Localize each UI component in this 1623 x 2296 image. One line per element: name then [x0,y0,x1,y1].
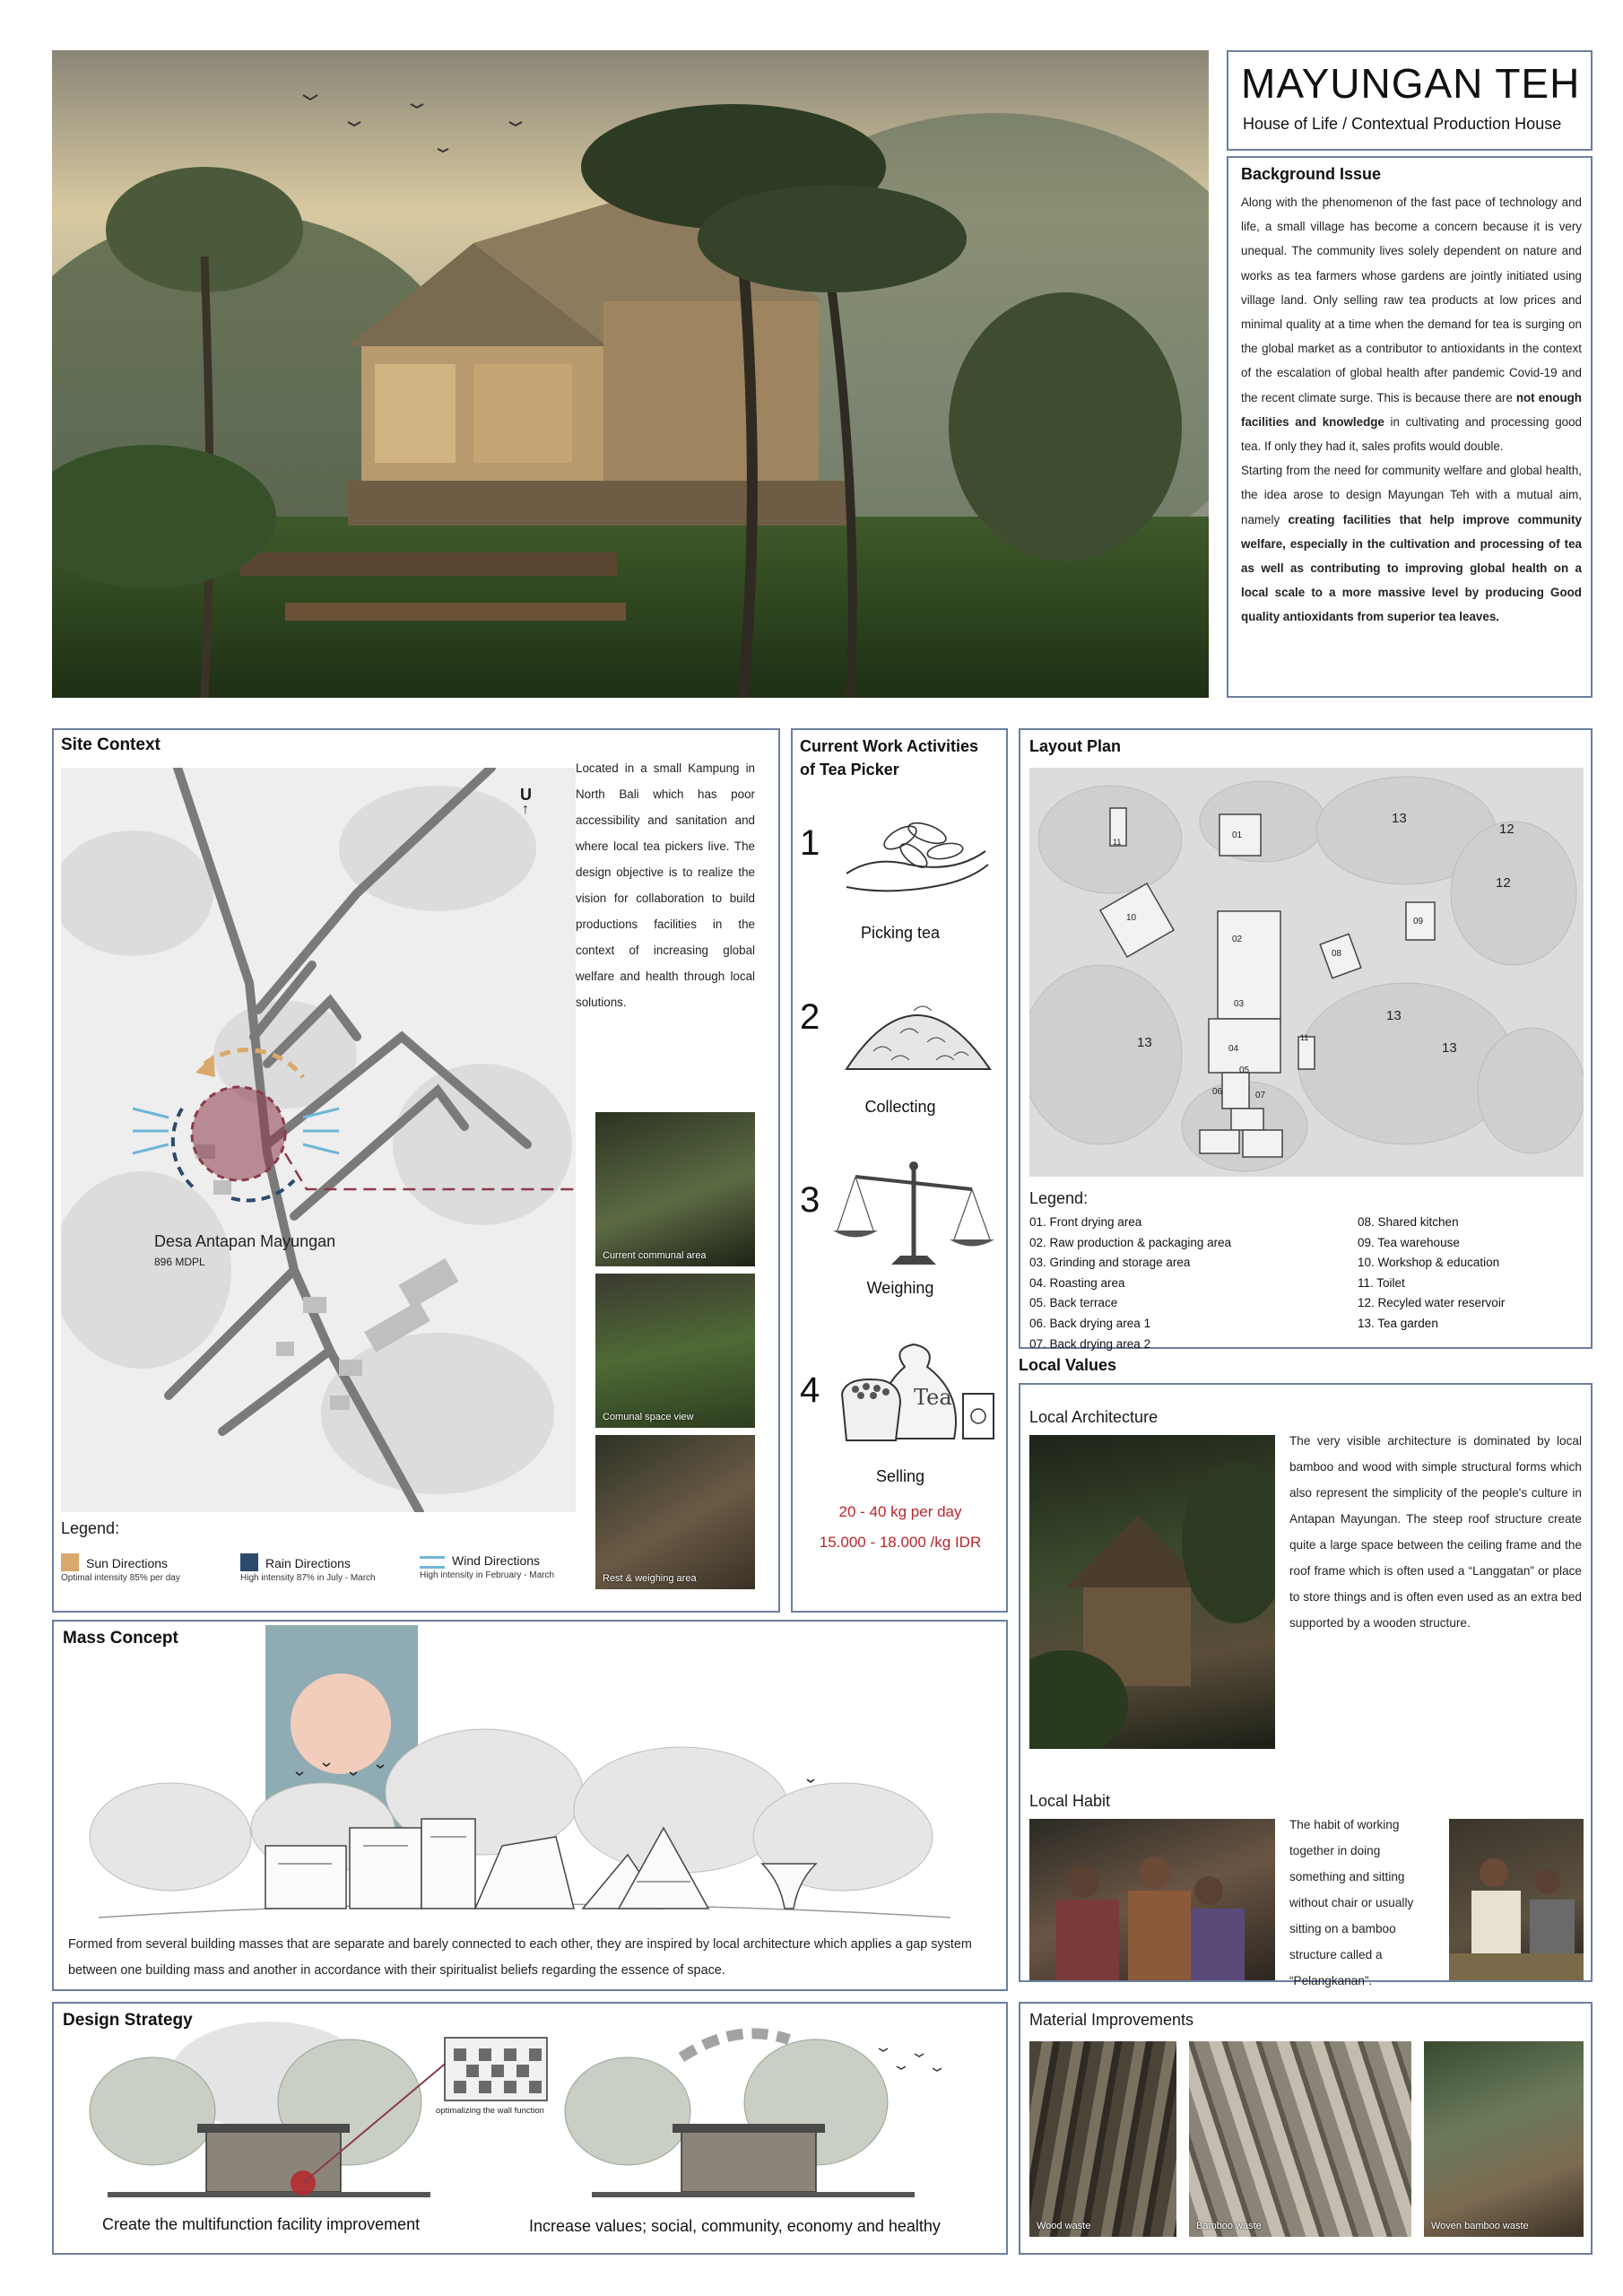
activity-label: Weighing [866,1279,934,1297]
site-legend-title: Legend: [61,1519,120,1537]
legend-sun [61,1553,180,1583]
design-strategy-panel [52,2002,1008,2255]
activity-label: Selling [875,1467,925,1485]
local-architecture-text: The very visible architecture is dominated by local bamboo and wood with simple structural forms which also represent the simplicity of the people's culture in Antapan Mayungan. The steep roof structure create quite a large space between the ceiling frame and the roof frame which is often used a “Langgatan” or place to store things and is often even used as an extra bed supported by a wooden structure. [1289,1434,1582,1630]
legend-wind-label: Wind Directions [452,1553,541,1568]
material-improvements-panel [1019,2002,1593,2255]
layout-plan-map [1029,768,1584,1177]
mass-concept-heading: Mass Concept [63,1629,178,1648]
legend-item: 01. Front drying area [1029,1215,1142,1229]
legend-item: 06. Back drying area 1 [1029,1316,1151,1330]
layout-legend-right [1358,1213,1505,1335]
activity-stat-price: 15.000 - 18.000 /kg IDR [819,1534,982,1551]
hero-render-illustration [52,50,1209,698]
material-caption: Woven bamboo waste [1431,2221,1529,2231]
activity-number: 4 [800,1370,820,1410]
activities-heading-2: of Tea Picker [800,761,899,778]
activities-panel [791,728,1008,1613]
local-values-panel [1019,1383,1593,1987]
layout-plan-panel [1019,728,1593,1349]
site-context-panel [52,728,780,1613]
local-habit-text: The habit of working together in doing something and sitting without chair or usually sitting on a bamboo structure called a “Pelangkanan”. [1289,1818,1414,1987]
plan-label: 10 [1126,913,1137,923]
legend-item: 13. Tea garden [1358,1316,1438,1330]
plan-label: 12 [1496,875,1511,891]
site-photo-1 [595,1112,755,1266]
legend-item: 04. Roasting area [1029,1275,1125,1290]
material-photo-wood [1029,2041,1176,2237]
hero-render [52,50,1209,698]
plan-label: 04 [1228,1044,1239,1054]
legend-item: 05. Back terrace [1029,1296,1118,1310]
village-name: Desa Antapan Mayungan [154,1232,336,1250]
mass-concept-drawing [54,1622,1006,1935]
page-subtitle: House of Life / Contextual Production House [1243,115,1562,133]
wind-icon [420,1556,445,1569]
site-context-heading: Site Context [61,735,161,754]
layout-legend-title: Legend: [1029,1189,1089,1207]
plan-label: 01 [1232,831,1243,840]
north-indicator: U [520,786,532,804]
background-issue-panel [1227,156,1593,698]
activity-number: 3 [800,1180,820,1220]
site-photo-3 [595,1435,755,1589]
activities-heading-1: Current Work Activities [800,737,979,755]
legend-rain-label: Rain Directions [265,1556,351,1570]
legend-item: 02. Raw production & packaging area [1029,1235,1232,1249]
plan-label: 07 [1255,1091,1266,1100]
activity-stat-weight: 20 - 40 kg per day [838,1503,962,1520]
tea-sack-text: Tea [914,1385,952,1410]
legend-item: 07. Back drying area 2 [1029,1336,1151,1351]
plan-label: 08 [1332,949,1342,959]
activity-number: 2 [800,997,820,1037]
leaf-pile-icon [838,970,995,1083]
site-map [61,768,576,1512]
legend-wind [420,1553,554,1580]
legend-item: 08. Shared kitchen [1358,1215,1459,1229]
tea-sack-icon [829,1340,999,1452]
layout-plan-heading: Layout Plan [1029,737,1122,755]
material-photo-woven-bamboo [1424,2041,1584,2237]
plan-label: 06 [1212,1087,1223,1097]
scale-icon [829,1150,999,1280]
sun-swatch [61,1553,79,1571]
legend-sun-sub: Optimal intensity 85% per day [61,1573,180,1583]
legend-item: 03. Grinding and storage area [1029,1256,1191,1270]
plan-label: 13 [1386,1008,1402,1023]
plan-label: 13 [1392,811,1407,826]
local-habit-heading: Local Habit [1029,1792,1111,1810]
site-map-drawing [61,768,576,1512]
design-strategy-heading: Design Strategy [63,2011,193,2030]
legend-rain-sub: High intensity 87% in July - March [240,1573,376,1583]
design-strategy-caption-2: Increase values; social, community, economy and healthy [529,2217,941,2235]
background-issue-p2a: Starting from the need for community welfare and global health, the idea arose to design Mayungan Teh with a mutual aim, namely [1241,464,1582,526]
mass-concept-panel [52,1620,1008,1991]
legend-sun-label: Sun Directions [86,1556,169,1570]
local-values-heading: Local Values [1019,1356,1117,1374]
material-caption: Bamboo waste [1196,2221,1262,2231]
material-improvements-heading: Material Improvements [1029,2011,1194,2029]
site-context-text: Located in a small Kampung in North Bali which has poor accessibility and sanitation and where local tea pickers live. The design objective is to realize the vision for collaboration to build productions facilities in the context of increasing global welfare and health through local solutions. [576,761,755,1009]
plan-label: 09 [1413,917,1424,926]
plan-label: 11 [1113,838,1122,847]
plan-label: 11 [1300,1033,1309,1042]
plan-label: 13 [1442,1040,1457,1056]
page-title: MAYUNGAN TEH [1241,60,1581,107]
title-box [1227,50,1593,151]
local-architecture-photo [1029,1435,1275,1749]
site-photo-caption: Comunal space view [603,1412,694,1422]
design-strategy-detail-label: optimalizing the wall function [436,2106,544,2116]
background-issue-heading: Background Issue [1241,165,1382,183]
local-habit-photo-1 [1029,1819,1275,1980]
site-photo-2 [595,1274,755,1428]
background-issue-p1a: Along with the phenomenon of the fast pace of technology and life, a small village has become a concern because it is very unequal. The community lives solely dependent on nature and works as tea farmers whose gardens are jointly initiated using village land. Only selling raw tea products at low prices and minimal quality at a time when the demand for tea is surging on the global market as a contributor to antioxidants in the context of the escalation of global health after pandemic Covid-19 and the recent climate surge. This is because there are [1241,196,1582,404]
site-photo-caption: Current communal area [603,1250,707,1261]
activity-label: Picking tea [860,924,941,942]
north-arrow-icon: ↑ [522,802,529,817]
background-issue-p2-bold: creating facilities that help improve community welfare, especially in the cultivation and processing of tea as well as contributing to improving global health on a local scale to a more massive level by producing Good quality antioxidants from superior tea leaves. [1241,512,1583,624]
background-issue-p1-bold: not enough facilities and knowledge [1241,390,1582,429]
local-habit-photo-2 [1449,1819,1584,1980]
activity-label: Collecting [864,1098,936,1116]
material-photo-bamboo [1189,2041,1411,2237]
material-caption: Wood waste [1037,2221,1091,2231]
hand-with-leaves-icon [838,802,995,905]
plan-label: 13 [1137,1035,1152,1050]
activity-number: 1 [800,823,820,863]
legend-item: 12. Recyled water reservoir [1358,1296,1506,1310]
legend-rain [240,1553,376,1583]
plan-label: 05 [1239,1065,1250,1075]
background-issue-text [1241,190,1582,630]
local-architecture-heading: Local Architecture [1029,1408,1159,1426]
design-strategy-caption-1: Create the multifunction facility improvement [102,2215,421,2233]
background-issue-p1b: in cultivating and processing good tea. If only they had it, sales profits would double. [1241,414,1582,454]
rain-swatch [240,1553,258,1571]
site-photo-caption: Rest & weighing area [603,1573,697,1584]
layout-legend-left [1029,1213,1231,1354]
legend-wind-sub: High intensity in February - March [420,1570,555,1580]
legend-item: 09. Tea warehouse [1358,1235,1460,1249]
plan-label: 03 [1234,999,1245,1009]
plan-label: 02 [1232,935,1243,944]
legend-item: 10. Workshop & education [1358,1256,1500,1270]
plan-label: 12 [1499,822,1515,837]
legend-item: 11. Toilet [1358,1275,1405,1290]
village-elevation: 896 MDPL [154,1256,205,1268]
mass-concept-text: Formed from several building masses that are separate and barely connected to each other, they are inspired by local architecture which applies a gap system between one building mass and another in accordance with their spiritualist beliefs regarding the essence of space. [68,1937,972,1978]
